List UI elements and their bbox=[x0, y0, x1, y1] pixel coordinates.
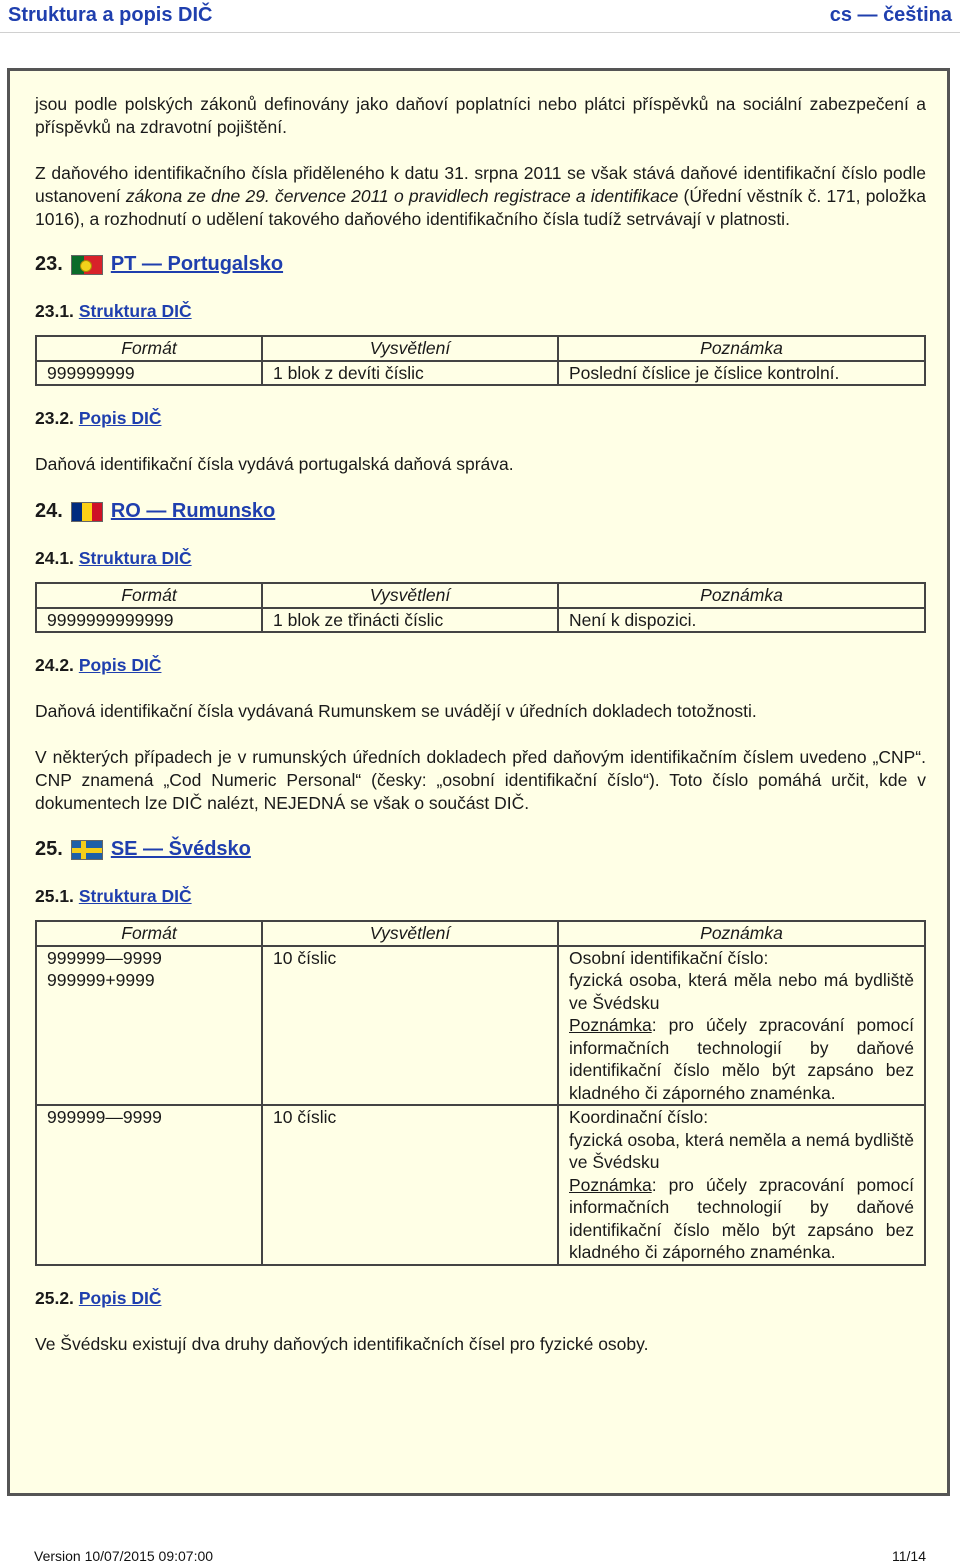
subsection-number: 25.2. bbox=[35, 1287, 74, 1308]
section-se-heading bbox=[35, 838, 926, 861]
subsection-link[interactable]: Struktura DIČ bbox=[78, 301, 192, 321]
cell-note bbox=[558, 1105, 925, 1265]
note-text: fyzická osoba, která měla nebo má bydliště ve Švédsku bbox=[569, 970, 914, 1013]
section-ro-heading bbox=[35, 500, 926, 523]
section-title-link[interactable]: SE — Švédsko bbox=[110, 838, 251, 860]
subsection-link[interactable]: Popis DIČ bbox=[78, 655, 162, 675]
cell-note bbox=[558, 946, 925, 1106]
cell-format bbox=[36, 946, 262, 1106]
subsection-heading bbox=[35, 1287, 926, 1310]
subsection-link[interactable]: Popis DIČ bbox=[78, 1287, 162, 1308]
subsection-link[interactable]: Popis DIČ bbox=[78, 408, 162, 428]
pt-description: Daňová identifikační čísla vydává portugalská daňová správa. bbox=[35, 454, 514, 474]
content-inner bbox=[35, 93, 926, 1356]
language-label: cs — čeština bbox=[829, 4, 952, 26]
note-title: Koordinační číslo: bbox=[569, 1107, 709, 1127]
table-row bbox=[36, 361, 925, 386]
column-header-explanation: Vysvětlení bbox=[262, 583, 558, 608]
cell-explanation: 10 číslic bbox=[262, 1105, 558, 1265]
subsection-number: 23.1. bbox=[35, 301, 74, 321]
se-description: Ve Švédsku existují dva druhy daňových identifikačních čísel pro fyzické osoby. bbox=[35, 1333, 649, 1354]
romania-flag-icon bbox=[71, 502, 103, 522]
column-header-format: Formát bbox=[36, 336, 262, 361]
ro-description-2: V některých případech je v rumunských úředních dokladech před daňovým identifikačním číslem uvedeno „CNP“. CNP znamená „Cod Numeric Personal“ (česky: „osobní identifikační číslo“). Toto číslo pomáhá určit, kde v dokumentech lze DIČ nalézt, NEJEDNÁ se však o součást DIČ. bbox=[35, 747, 926, 813]
sweden-flag-icon bbox=[71, 840, 103, 860]
note-title: Osobní identifikační číslo: bbox=[569, 947, 769, 968]
intro-p2-part-b: (Úřední věstník č. 171, položka 1016), a rozhodnutí o udělení takového daňového identifikačního čísla tudíž setrvávají v platnosti. bbox=[35, 186, 927, 229]
cell-format: 999999999 bbox=[36, 361, 262, 386]
column-header-explanation: Vysvětlení bbox=[262, 336, 558, 361]
column-header-note: Poznámka bbox=[558, 921, 925, 946]
se-structure-table bbox=[35, 920, 926, 1266]
table-header-row bbox=[36, 583, 925, 608]
column-header-format: Formát bbox=[36, 921, 262, 946]
cell-format: 9999999999999 bbox=[36, 608, 262, 633]
subsection-number: 25.1. bbox=[35, 886, 74, 906]
subsection-link[interactable]: Struktura DIČ bbox=[78, 886, 192, 906]
note-remark bbox=[569, 1174, 914, 1264]
cell-format: 999999—9999 bbox=[36, 1105, 262, 1265]
subsection-number: 24.2. bbox=[35, 655, 74, 675]
page-header bbox=[0, 0, 960, 33]
subsection-link[interactable]: Struktura DIČ bbox=[78, 548, 192, 568]
note-text: fyzická osoba, která neměla a nemá bydliště ve Švédsku bbox=[569, 1129, 914, 1172]
section-pt-heading bbox=[35, 253, 926, 276]
table-header-row bbox=[36, 921, 925, 946]
cell-explanation: 1 blok z devíti číslic bbox=[262, 361, 558, 386]
section-title-link[interactable]: RO — Rumunsko bbox=[110, 500, 276, 522]
table-row bbox=[36, 608, 925, 633]
cell-explanation: 10 číslic bbox=[262, 946, 558, 1106]
section-number: 25. bbox=[35, 838, 63, 860]
portugal-flag-icon bbox=[71, 255, 103, 275]
note-label: Poznámka bbox=[569, 1015, 652, 1035]
intro-p2-part-a: Z daňového identifikačního čísla přiděleného k datu 31. srpna 2011 se však stává daňové identifikační číslo podle ustanovení bbox=[35, 163, 926, 206]
intro-p2-law: zákona ze dne 29. července 2011 o pravidlech registrace a identifikace bbox=[125, 186, 679, 206]
cell-note: Není k dispozici. bbox=[558, 608, 925, 633]
format-value: 999999+9999 bbox=[47, 970, 155, 990]
ro-structure-table bbox=[35, 582, 926, 633]
footer-page-number: 11/14 bbox=[892, 1548, 926, 1564]
note-rest: : pro účely zpracování pomocí informačních technologií by daňové identifikační číslo mělo být zapsáno bez kladného či záporného znaménka. bbox=[569, 1174, 914, 1262]
format-value: 999999—9999 bbox=[47, 947, 162, 968]
intro-paragraph-2 bbox=[35, 162, 926, 231]
page-title: Struktura a popis DIČ bbox=[8, 4, 213, 26]
column-header-note: Poznámka bbox=[558, 336, 925, 361]
ro-description-1: Daňová identifikační čísla vydávaná Rumunskem se uvádějí v úředních dokladech totožnosti. bbox=[35, 701, 757, 721]
table-row bbox=[36, 1105, 925, 1265]
subsection-heading bbox=[35, 407, 926, 430]
table-row bbox=[36, 946, 925, 1106]
table-header-row bbox=[36, 336, 925, 361]
note-remark bbox=[569, 1014, 914, 1104]
note-rest: : pro účely zpracování pomocí informačních technologií by daňové identifikační číslo mělo být zapsáno bez kladného či záporného znaménka. bbox=[569, 1015, 914, 1103]
intro-paragraph-1: jsou podle polských zákonů definovány jako daňoví poplatníci nebo plátci příspěvků na sociální zabezpečení a příspěvků na zdravotní pojištění. bbox=[35, 94, 926, 137]
footer-version: Version 10/07/2015 09:07:00 bbox=[34, 1548, 214, 1564]
section-number: 24. bbox=[35, 500, 63, 522]
column-header-format: Formát bbox=[36, 583, 262, 608]
subsection-number: 23.2. bbox=[35, 408, 74, 428]
section-title-link[interactable]: PT — Portugalsko bbox=[110, 253, 284, 275]
subsection-heading bbox=[35, 300, 926, 323]
section-number: 23. bbox=[35, 253, 63, 275]
subsection-heading bbox=[35, 547, 926, 570]
cell-explanation: 1 blok ze třinácti číslic bbox=[262, 608, 558, 633]
cell-note: Poslední číslice je číslice kontrolní. bbox=[558, 361, 925, 386]
subsection-number: 24.1. bbox=[35, 548, 74, 568]
pt-structure-table bbox=[35, 335, 926, 386]
subsection-heading bbox=[35, 885, 926, 908]
column-header-note: Poznámka bbox=[558, 583, 925, 608]
content-box bbox=[7, 68, 950, 1496]
subsection-heading bbox=[35, 654, 926, 677]
note-label: Poznámka bbox=[569, 1174, 652, 1195]
column-header-explanation: Vysvětlení bbox=[262, 921, 558, 946]
